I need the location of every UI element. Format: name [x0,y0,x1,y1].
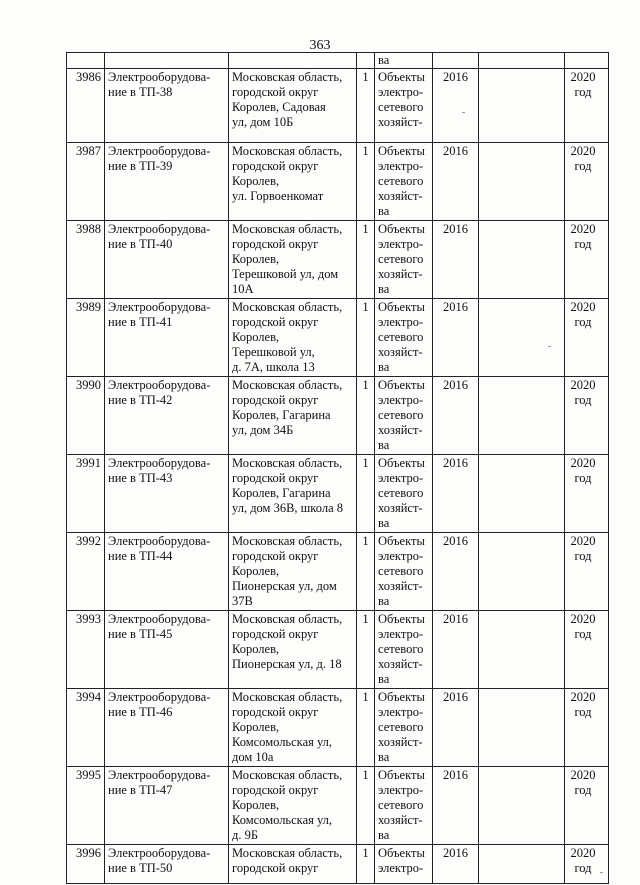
plan-line: 2020 [570,846,596,860]
cell-plan [565,611,609,689]
cell-name: Электрооборудова-ние в ТП-47 [105,767,229,845]
cell-plan [565,143,609,221]
table-row [67,533,609,611]
type-line: хозяйст- [378,189,423,203]
type-line: хозяйст- [378,501,423,515]
type-line: Объекты [378,534,425,548]
type-line: электро- [378,471,424,485]
scan-speck [600,872,603,873]
address-line: 10А [232,282,254,296]
cell-address [229,377,357,455]
cell-qty [357,53,375,69]
table-row [67,143,609,221]
address-line: Королев, [232,720,280,734]
plan-value [568,690,598,720]
type-line: электро- [378,159,424,173]
cell-year: 2016 [433,299,479,377]
cell-empty [479,845,565,884]
cell-qty: 1 [357,455,375,533]
plan-line: год [574,861,592,875]
cell-empty [479,299,565,377]
address-line: Королев, [232,642,280,656]
cell-name [105,53,229,69]
address-line: Московская область, [232,70,343,84]
continuation-row [67,53,609,69]
cell-type [375,845,433,884]
cell-year: 2016 [433,845,479,884]
cell-name: Электрооборудова-ние в ТП-40 [105,221,229,299]
cell-plan [565,299,609,377]
inventory-table-wrapper [66,52,609,884]
type-line: сетевого [378,330,424,344]
plan-line: год [574,627,592,641]
address-line: Пионерская ул, д. 18 [232,657,342,671]
cell-empty [479,611,565,689]
plan-line: год [574,85,592,99]
address-line: городской округ [232,861,319,875]
cell-type [375,767,433,845]
cell-empty [479,53,565,69]
address-line: Московская область, [232,612,343,626]
type-line: сетевого [378,642,424,656]
address-line: городской округ [232,85,319,99]
address-line: Королев, [232,798,280,812]
cell-qty: 1 [357,299,375,377]
cell-plan [565,533,609,611]
cell-address [229,455,357,533]
type-line: электро- [378,393,424,407]
address-line: Московская область, [232,300,343,314]
inventory-table [66,52,609,884]
plan-line: год [574,315,592,329]
cell-num [67,53,105,69]
type-line: Объекты [378,612,425,626]
cell-address [229,845,357,884]
cell-qty: 1 [357,69,375,143]
cell-empty [479,533,565,611]
cell-type [375,455,433,533]
address-line: Терешковой ул, [232,345,315,359]
cell-year: 2016 [433,455,479,533]
cell-address [229,767,357,845]
cell-empty [479,221,565,299]
address-line: Пионерская ул, дом [232,579,337,593]
cell-plan [565,221,609,299]
plan-value [568,612,598,642]
cell-qty: 1 [357,767,375,845]
plan-value [568,222,598,252]
address-line: Московская область, [232,846,343,860]
address-line: городской округ [232,627,319,641]
type-line: хозяйст- [378,657,423,671]
address-line: городской округ [232,705,319,719]
address-line: дом 10а [232,750,274,764]
cell-year: 2016 [433,689,479,767]
scan-speck [548,346,551,347]
cell-plan [565,767,609,845]
plan-line: 2020 [570,300,596,314]
cell-name: Электрооборудова-ние в ТП-45 [105,611,229,689]
plan-line: год [574,705,592,719]
cell-empty [479,143,565,221]
cell-empty [479,767,565,845]
type-line: Объекты [378,300,425,314]
cell-address [229,143,357,221]
type-line: ва [378,594,390,608]
cell-type [375,69,433,143]
type-line: Объекты [378,70,425,84]
type-line: Объекты [378,144,425,158]
cell-empty [479,377,565,455]
address-line: 37В [232,594,253,608]
table-row [67,455,609,533]
cell-year: 2016 [433,69,479,143]
type-line: сетевого [378,252,424,266]
cell-year: 2016 [433,767,479,845]
address-line: городской округ [232,315,319,329]
type-line: ва [378,828,390,842]
cell-qty: 1 [357,845,375,884]
address-line: д. 7А, школа 13 [232,360,315,374]
cell-year: 2016 [433,221,479,299]
cell-plan [565,53,609,69]
type-line: электро- [378,705,424,719]
cell-plan [565,455,609,533]
plan-value [568,378,598,408]
cell-num: 3995 [67,767,105,845]
plan-line: 2020 [570,534,596,548]
cell-qty: 1 [357,377,375,455]
type-line: электро- [378,85,424,99]
plan-line: 2020 [570,144,596,158]
address-line: Королев, [232,174,280,188]
plan-value [568,70,598,100]
type-line: хозяйст- [378,423,423,437]
type-line: сетевого [378,798,424,812]
table-row [67,611,609,689]
cell-num: 3987 [67,143,105,221]
address-line: Комсомольская ул, [232,813,333,827]
cell-empty [479,689,565,767]
cell-type [375,377,433,455]
cell-year: 2016 [433,377,479,455]
plan-line: год [574,471,592,485]
address-line: Московская область, [232,222,343,236]
cell-address [229,689,357,767]
cell-year: 2016 [433,611,479,689]
address-line: Королев, [232,330,280,344]
plan-value [568,846,598,876]
type-line: Объекты [378,690,425,704]
cell-qty: 1 [357,611,375,689]
plan-line: 2020 [570,378,596,392]
cell-num: 3991 [67,455,105,533]
cell-qty: 1 [357,143,375,221]
type-line: ва [378,360,390,374]
address-line: Королев, Гагарина [232,486,331,500]
type-line: электро- [378,861,424,875]
address-line: Московская область, [232,534,343,548]
cell-name: Электрооборудова-ние в ТП-41 [105,299,229,377]
cell-address [229,69,357,143]
type-line: сетевого [378,720,424,734]
cell-type [375,689,433,767]
address-line: Московская область, [232,768,343,782]
type-line: электро- [378,627,424,641]
cell-num: 3993 [67,611,105,689]
type-line: электро- [378,549,424,563]
cell-num: 3992 [67,533,105,611]
cell-name: Электрооборудова-ние в ТП-39 [105,143,229,221]
address-line: Комсомольская ул, [232,735,333,749]
type-line: электро- [378,783,424,797]
cell-name: Электрооборудова-ние в ТП-44 [105,533,229,611]
cell-num: 3988 [67,221,105,299]
cell-plan [565,377,609,455]
type-line: хозяйст- [378,579,423,593]
type-line: хозяйст- [378,267,423,281]
plan-line: 2020 [570,690,596,704]
cell-qty: 1 [357,689,375,767]
address-line: д. 9Б [232,828,259,842]
cell-year [433,53,479,69]
address-line: городской округ [232,549,319,563]
type-line: сетевого [378,564,424,578]
type-line: ва [378,282,390,296]
cell-address [229,221,357,299]
table-row [67,299,609,377]
cell-empty [479,455,565,533]
type-line: Объекты [378,768,425,782]
cell-plan [565,845,609,884]
cell-address [229,53,357,69]
type-line: сетевого [378,486,424,500]
type-line: электро- [378,237,424,251]
plan-line: год [574,393,592,407]
table-row [67,221,609,299]
cell-qty: 1 [357,533,375,611]
cell-num: 3996 [67,845,105,884]
table-row [67,377,609,455]
address-line: городской округ [232,159,319,173]
address-line: ул. Горвоенкомат [232,189,324,203]
plan-line: 2020 [570,222,596,236]
cell-num: 3994 [67,689,105,767]
cell-num: 3989 [67,299,105,377]
type-line: ва [378,672,390,686]
cell-name: Электрооборудова-ние в ТП-42 [105,377,229,455]
address-line: Королев, [232,252,280,266]
plan-value [568,768,598,798]
cell-address [229,533,357,611]
address-line: ул, дом 10Б [232,115,294,129]
table-row [67,69,609,143]
cell-name: Электрооборудова-ние в ТП-46 [105,689,229,767]
address-line: Королев, Садовая [232,100,326,114]
plan-line: год [574,159,592,173]
cell-type [375,533,433,611]
cell-plan [565,689,609,767]
plan-line: 2020 [570,70,596,84]
type-line: ва [378,438,390,452]
cell-type [375,143,433,221]
plan-value [568,534,598,564]
cell-year: 2016 [433,533,479,611]
address-line: ул, дом 36В, школа 8 [232,501,343,515]
cell-name: Электрооборудова-ние в ТП-50 [105,845,229,884]
address-line: Московская область, [232,456,343,470]
type-line: хозяйст- [378,115,423,129]
address-line: городской округ [232,783,319,797]
type-line: ва [378,750,390,764]
table-row [67,845,609,884]
plan-line: год [574,783,592,797]
cell-plan [565,69,609,143]
plan-line: год [574,549,592,563]
type-line: сетевого [378,408,424,422]
cell-type [375,611,433,689]
address-line: Московская область, [232,378,343,392]
type-line: сетевого [378,100,424,114]
plan-value [568,144,598,174]
cell-address [229,611,357,689]
plan-value [568,456,598,486]
address-line: ул, дом 34Б [232,423,294,437]
scan-speck [462,112,465,113]
plan-line: год [574,237,592,251]
type-line: Объекты [378,456,425,470]
type-line: ва [378,204,390,218]
type-line: ва [378,516,390,530]
type-line: Объекты [378,378,425,392]
cell-qty: 1 [357,221,375,299]
cell-num: 3990 [67,377,105,455]
type-line: сетевого [378,174,424,188]
table-row [67,689,609,767]
cell-type: ва [375,53,433,69]
type-line: хозяйст- [378,345,423,359]
cell-year: 2016 [433,143,479,221]
address-line: Московская область, [232,144,343,158]
plan-line: 2020 [570,456,596,470]
cell-type [375,221,433,299]
page-number: 363 [309,38,331,53]
table-body [67,53,609,884]
cell-type [375,299,433,377]
cell-address [229,299,357,377]
address-line: городской округ [232,393,319,407]
cell-num: 3986 [67,69,105,143]
address-line: Московская область, [232,690,343,704]
cell-empty [479,69,565,143]
plan-line: 2020 [570,612,596,626]
plan-value [568,300,598,330]
address-line: Терешковой ул, дом [232,267,339,281]
address-line: городской округ [232,471,319,485]
address-line: городской округ [232,237,319,251]
type-line: Объекты [378,222,425,236]
type-line: электро- [378,315,424,329]
cell-name: Электрооборудова-ние в ТП-38 [105,69,229,143]
type-line: хозяйст- [378,813,423,827]
cell-name: Электрооборудова-ние в ТП-43 [105,455,229,533]
address-line: Королев, Гагарина [232,408,331,422]
address-line: Королев, [232,564,280,578]
type-line: Объекты [378,846,425,860]
table-row [67,767,609,845]
plan-line: 2020 [570,768,596,782]
type-line: хозяйст- [378,735,423,749]
